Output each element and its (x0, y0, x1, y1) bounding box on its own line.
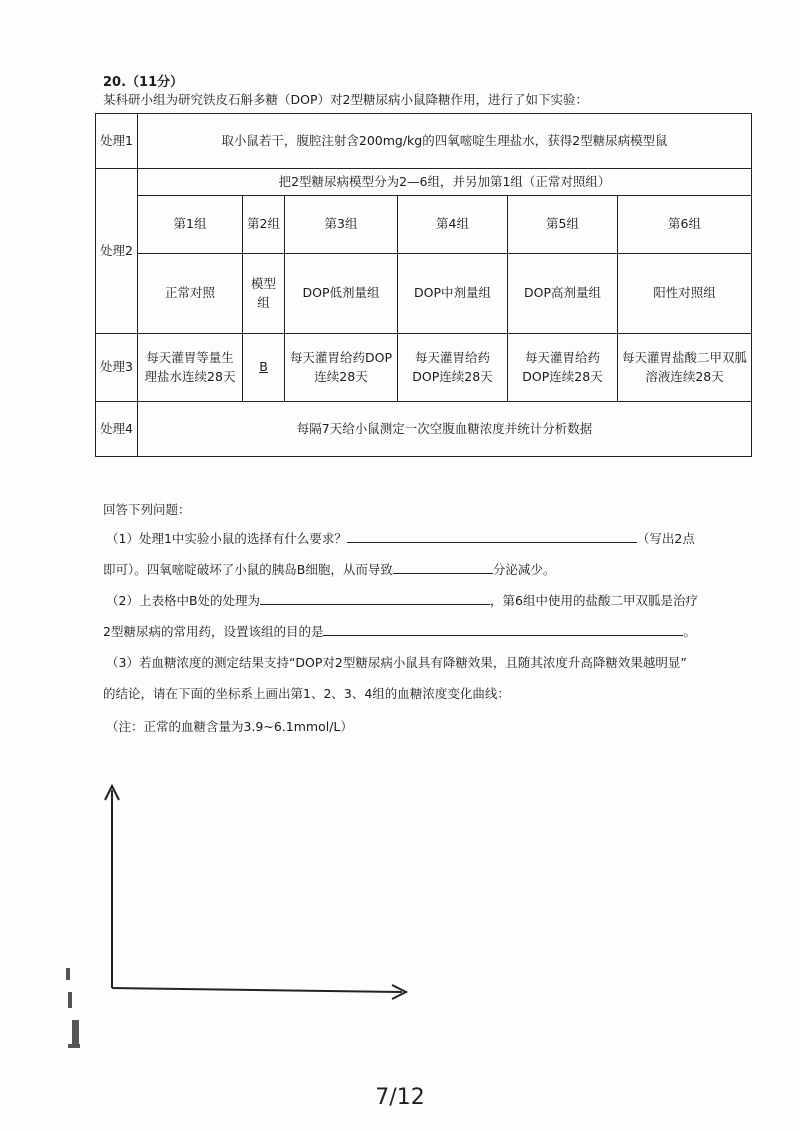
proc3-cell: 每天灌胃给药DOP连续28天 (508, 334, 618, 402)
proc1-label: 处理1 (96, 114, 138, 169)
group-type: 模型组 (243, 254, 285, 334)
q2-text-3: 2型糖尿病的常用药，设置该组的目的是 (103, 624, 324, 639)
q2-text-4: 。 (683, 624, 696, 639)
group-name: 第4组 (398, 196, 508, 254)
q1-text-2: （写出2点 (636, 531, 695, 546)
group-name: 第5组 (508, 196, 618, 254)
proc2-header: 把2型糖尿病模型分为2—6组，并另加第1组（正常对照组） (138, 169, 752, 196)
axes-lines (105, 786, 406, 999)
q3-line2: 的结论，请在下面的坐标系上画出第1、2、3、4组的血糖浓度变化曲线： (103, 686, 510, 701)
proc4-text: 每隔7天给小鼠测定一次空腹血糖浓度并统计分析数据 (138, 402, 752, 457)
group-name: 第3组 (285, 196, 398, 254)
proc3-cell: 每天灌胃盐酸二甲双胍溶液连续28天 (618, 334, 752, 402)
proc4-label: 处理4 (96, 402, 138, 457)
question-title: 20.（11分） (103, 75, 184, 90)
group-type: 正常对照 (138, 254, 243, 334)
q1-text-1: （1）处理1中实验小鼠的选择有什么要求？ (106, 531, 347, 546)
question-intro: 某科研小组为研究铁皮石斛多糖（DOP）对2型糖尿病小鼠降糖作用，进行了如下实验： (103, 92, 588, 107)
note-line: （注：正常的血糖含量为3.9~6.1mmol/L） (106, 719, 353, 734)
group-type: 阳性对照组 (618, 254, 752, 334)
scan-artifact (66, 968, 80, 1048)
group-name: 第2组 (243, 196, 285, 254)
proc3-cell: 每天灌胃给药DOP连续28天 (285, 334, 398, 402)
answers-heading: 回答下列问题： (103, 502, 191, 517)
q2-text-1: （2）上表格中B处的处理为 (106, 593, 261, 608)
proc3-label: 处理3 (96, 334, 138, 402)
group-type: DOP高剂量组 (508, 254, 618, 334)
x-axis (112, 988, 402, 992)
proc3-cell: 每天灌胃给药DOP连续28天 (398, 334, 508, 402)
group-type: DOP中剂量组 (398, 254, 508, 334)
group-type: DOP低剂量组 (285, 254, 398, 334)
q2-text-2: ，第6组中使用的盐酸二甲双胍是治疗 (490, 593, 698, 608)
q3-line1: （3）若血糖浓度的测定结果支持“DOP对2型糖尿病小鼠具有降糖效果，且随其浓度升高降糖效果越明显” (106, 655, 687, 670)
proc1-text: 取小鼠若干，腹腔注射含200mg/kg的四氧嘧啶生理盐水，获得2型糖尿病模型鼠 (138, 114, 752, 169)
proc2-label: 处理2 (96, 169, 138, 334)
q1-text-3: 即可）。四氧嘧啶破坏了小鼠的胰岛B细胞，从而导致 (103, 562, 393, 577)
q1-text-4: 分泌减少。 (492, 562, 556, 577)
group-name: 第1组 (138, 196, 243, 254)
proc3-cell: 每天灌胃等量生理盐水连续28天 (138, 334, 243, 402)
page-number: 7/12 (375, 1085, 425, 1110)
proc3-cell-b: B (243, 334, 285, 402)
group-name: 第6组 (618, 196, 752, 254)
